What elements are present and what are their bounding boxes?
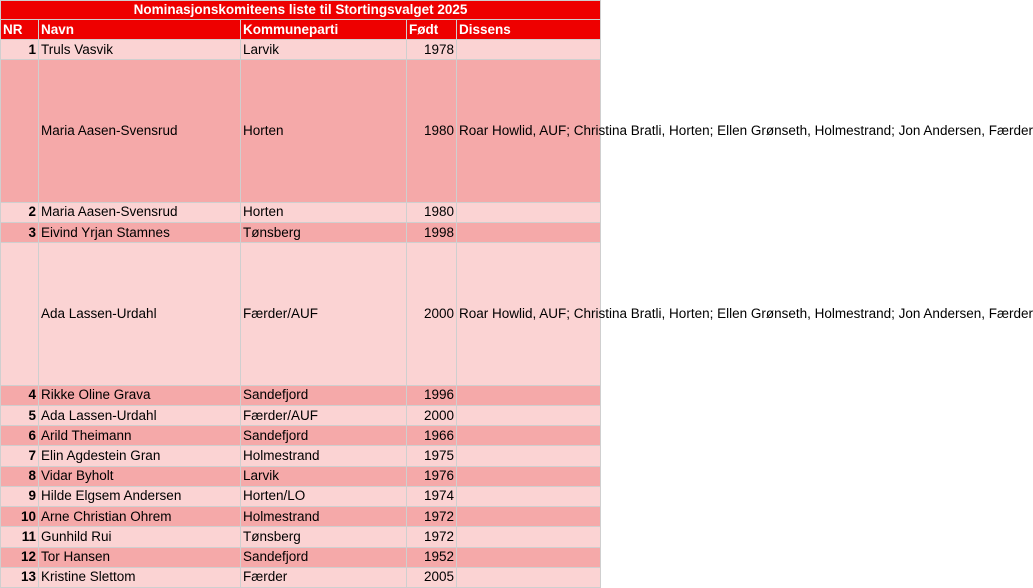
cell-fodt[interactable]: 2000 [407, 243, 457, 386]
table-row [1, 222, 601, 242]
cell-dissens[interactable] [457, 527, 601, 547]
table-row [1, 486, 601, 506]
cell-navn[interactable]: Hilde Elgsem Andersen [39, 486, 241, 506]
cell-navn[interactable]: Elin Agdestein Gran [39, 446, 241, 466]
cell-fodt[interactable]: 1974 [407, 486, 457, 506]
cell-nr[interactable]: 8 [1, 466, 39, 486]
cell-kommuneparti[interactable]: Sandefjord [241, 426, 407, 446]
cell-nr[interactable]: 1 [1, 40, 39, 60]
header-navn[interactable]: Navn [39, 20, 241, 40]
title-row [1, 1, 601, 20]
cell-dissens[interactable] [457, 466, 601, 486]
cell-nr[interactable]: 9 [1, 486, 39, 506]
cell-kommuneparti[interactable]: Holmestrand [241, 446, 407, 466]
cell-kommuneparti[interactable]: Sandefjord [241, 385, 407, 405]
cell-navn[interactable]: Ada Lassen-Urdahl [39, 405, 241, 425]
cell-dissens[interactable] [457, 222, 601, 242]
cell-fodt[interactable]: 1972 [407, 507, 457, 527]
table-title: Nominasjonskomiteens liste til Stortingsvalget 2025 [1, 1, 601, 20]
cell-fodt[interactable]: 1972 [407, 527, 457, 547]
cell-kommuneparti[interactable]: Sandefjord [241, 547, 407, 567]
cell-kommuneparti[interactable]: Larvik [241, 40, 407, 60]
cell-kommuneparti[interactable]: Horten/LO [241, 486, 407, 506]
cell-fodt[interactable]: 2000 [407, 405, 457, 425]
cell-fodt[interactable]: 1966 [407, 426, 457, 446]
cell-navn[interactable]: Maria Aasen-Svensrud [39, 60, 241, 203]
cell-kommuneparti[interactable]: Færder [241, 567, 407, 587]
cell-kommuneparti[interactable]: Tønsberg [241, 527, 407, 547]
header-nr[interactable]: NR [1, 20, 39, 40]
header-dissens[interactable]: Dissens [457, 20, 601, 40]
cell-fodt[interactable]: 1976 [407, 466, 457, 486]
cell-nr[interactable]: 6 [1, 426, 39, 446]
cell-fodt[interactable]: 1952 [407, 547, 457, 567]
cell-nr[interactable]: 10 [1, 507, 39, 527]
cell-dissens[interactable] [457, 202, 601, 222]
cell-navn[interactable]: Kristine Slettom [39, 567, 241, 587]
cell-dissens[interactable]: Roar Howlid, AUF; Christina Bratli, Horten; Ellen Grønseth, Holmestrand; Jon Andersen, Færder [457, 60, 601, 203]
cell-dissens[interactable] [457, 446, 601, 466]
cell-nr[interactable]: 11 [1, 527, 39, 547]
cell-kommuneparti[interactable]: Færder/AUF [241, 405, 407, 425]
cell-dissens[interactable] [457, 486, 601, 506]
cell-dissens[interactable]: Roar Howlid, AUF; Christina Bratli, Horten; Ellen Grønseth, Holmestrand; Jon Andersen, Færder [457, 243, 601, 386]
cell-dissens[interactable] [457, 547, 601, 567]
cell-nr[interactable]: 13 [1, 567, 39, 587]
cell-nr[interactable]: 7 [1, 446, 39, 466]
table-row [1, 202, 601, 222]
cell-fodt[interactable]: 1978 [407, 40, 457, 60]
table-row [1, 527, 601, 547]
cell-fodt[interactable]: 1980 [407, 60, 457, 203]
cell-kommuneparti[interactable]: Holmestrand [241, 507, 407, 527]
cell-nr[interactable] [1, 60, 39, 203]
cell-navn[interactable]: Arild Theimann [39, 426, 241, 446]
cell-kommuneparti[interactable]: Færder/AUF [241, 243, 407, 386]
cell-navn[interactable]: Arne Christian Ohrem [39, 507, 241, 527]
cell-fodt[interactable]: 2005 [407, 567, 457, 587]
cell-dissens[interactable] [457, 426, 601, 446]
table-row [1, 243, 601, 386]
cell-dissens[interactable] [457, 567, 601, 587]
cell-dissens[interactable] [457, 385, 601, 405]
table-row [1, 547, 601, 567]
cell-nr[interactable]: 5 [1, 405, 39, 425]
table-row [1, 385, 601, 405]
cell-navn[interactable]: Ada Lassen-Urdahl [39, 243, 241, 386]
cell-kommuneparti[interactable]: Horten [241, 202, 407, 222]
cell-kommuneparti[interactable]: Larvik [241, 466, 407, 486]
cell-nr[interactable]: 4 [1, 385, 39, 405]
cell-navn[interactable]: Gunhild Rui [39, 527, 241, 547]
table-row [1, 567, 601, 587]
cell-navn[interactable]: Rikke Oline Grava [39, 385, 241, 405]
cell-fodt[interactable]: 1975 [407, 446, 457, 466]
table-row [1, 40, 601, 60]
cell-fodt[interactable]: 1980 [407, 202, 457, 222]
header-fodt[interactable]: Født [407, 20, 457, 40]
cell-navn[interactable]: Truls Vasvik [39, 40, 241, 60]
table-row [1, 405, 601, 425]
cell-kommuneparti[interactable]: Tønsberg [241, 222, 407, 242]
cell-dissens[interactable] [457, 405, 601, 425]
cell-dissens[interactable] [457, 40, 601, 60]
table-row [1, 446, 601, 466]
cell-fodt[interactable]: 1998 [407, 222, 457, 242]
cell-navn[interactable]: Tor Hansen [39, 547, 241, 567]
cell-dissens[interactable] [457, 507, 601, 527]
cell-nr[interactable] [1, 243, 39, 386]
table-row [1, 426, 601, 446]
table-row [1, 60, 601, 203]
cell-nr[interactable]: 12 [1, 547, 39, 567]
header-row [1, 20, 601, 40]
header-kommuneparti[interactable]: Kommuneparti [241, 20, 407, 40]
cell-kommuneparti[interactable]: Horten [241, 60, 407, 203]
cell-fodt[interactable]: 1996 [407, 385, 457, 405]
table-row [1, 507, 601, 527]
cell-nr[interactable]: 2 [1, 202, 39, 222]
cell-navn[interactable]: Maria Aasen-Svensrud [39, 202, 241, 222]
cell-nr[interactable]: 3 [1, 222, 39, 242]
table-row [1, 466, 601, 486]
cell-navn[interactable]: Vidar Byholt [39, 466, 241, 486]
cell-navn[interactable]: Eivind Yrjan Stamnes [39, 222, 241, 242]
